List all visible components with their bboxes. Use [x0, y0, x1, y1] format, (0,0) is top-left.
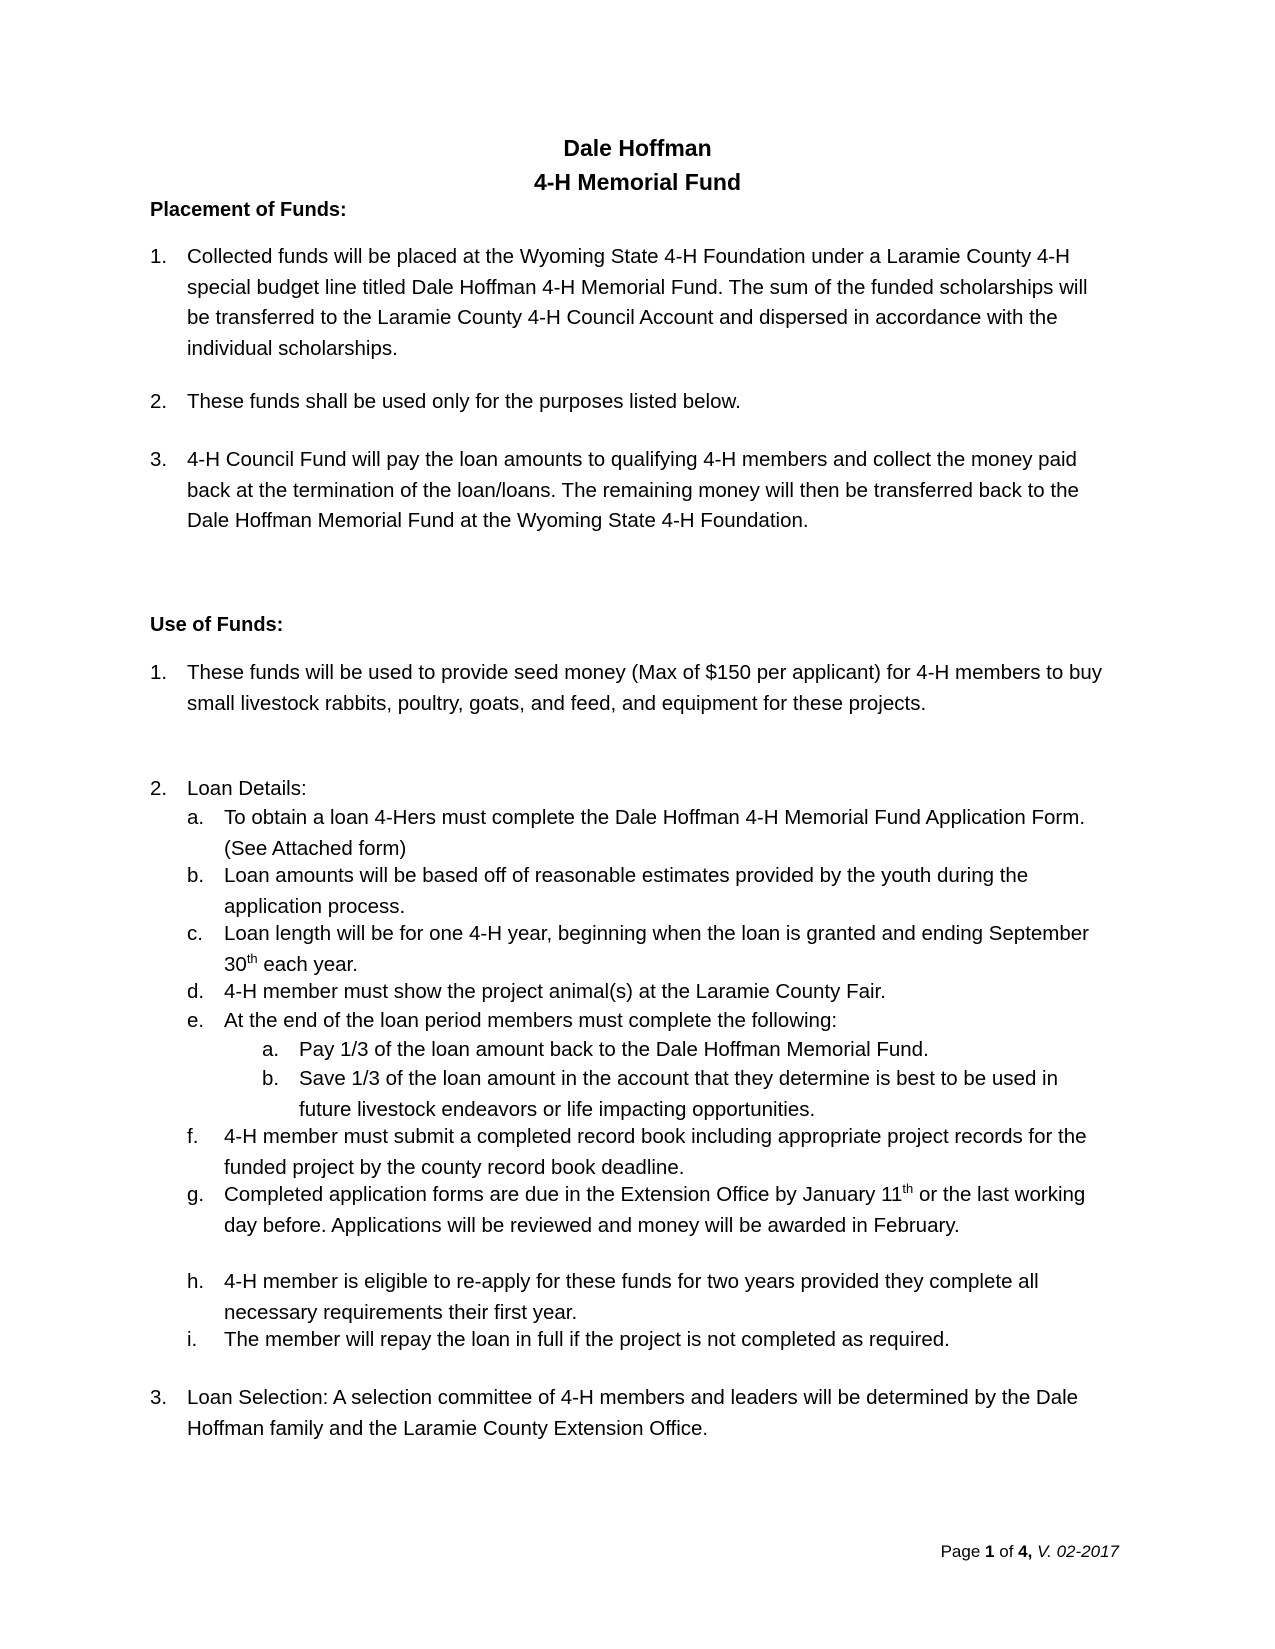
loan-detail-d	[187, 977, 1117, 1008]
placement-item-3	[150, 445, 1110, 537]
document-title-line1: Dale Hoffman	[563, 135, 712, 161]
list-number: 1.	[150, 245, 168, 268]
placement-item-2	[150, 387, 1110, 418]
list-letter: e.	[187, 1009, 205, 1032]
list-letter: a.	[262, 1038, 280, 1061]
list-number: 2.	[150, 390, 168, 413]
list-text: Save 1/3 of the loan amount in the account that they determine is best to be used in future livestock endeavors or life impacting opportunities.	[299, 1067, 1058, 1121]
loan-detail-h	[187, 1267, 1117, 1328]
list-number: 1.	[150, 661, 168, 684]
loan-detail-i	[187, 1325, 1117, 1356]
list-text: Loan Selection: A selection committee of 4-H members and leaders will be determined by the Dale Hoffman family and the Laramie County Extension Office.	[187, 1386, 1079, 1440]
text-part: each year.	[257, 952, 358, 976]
loan-detail-f	[187, 1122, 1117, 1183]
use-item-1	[150, 658, 1110, 719]
list-number: 2.	[150, 777, 168, 800]
footer-page-total: 4,	[1018, 1542, 1033, 1561]
list-text: These funds will be used to provide seed money (Max of $150 per applicant) for 4-H members to buy small livestock rabbits, poultry, goats, and feed, and equipment for these projects.	[187, 661, 1102, 715]
list-letter: h.	[187, 1270, 205, 1293]
loan-detail-e	[187, 1006, 1117, 1037]
use-heading: Use of Funds:	[150, 614, 284, 636]
list-letter: b.	[187, 864, 205, 887]
list-letter: b.	[262, 1067, 280, 1090]
list-letter: a.	[187, 806, 205, 829]
list-text: Loan amounts will be based off of reasonable estimates provided by the youth during the application process.	[224, 864, 1029, 918]
placement-heading: Placement of Funds:	[150, 199, 347, 221]
loan-detail-e-a	[262, 1035, 1112, 1066]
list-number: 3.	[150, 448, 168, 471]
text-part: Completed application forms are due in the Extension Office by January 11	[224, 1183, 903, 1206]
footer-page-number: 1	[985, 1542, 995, 1561]
document-title-line2: 4-H Memorial Fund	[533, 169, 741, 195]
loan-detail-g	[187, 1180, 1117, 1241]
loan-detail-a	[187, 803, 1117, 864]
list-letter: i.	[187, 1328, 198, 1351]
loan-detail-e-b	[262, 1064, 1112, 1125]
list-text	[224, 1180, 1117, 1241]
list-number: 3.	[150, 1386, 168, 1409]
list-letter: c.	[187, 922, 203, 945]
superscript: th	[246, 950, 258, 966]
list-text: Pay 1/3 of the loan amount back to the Dale Hoffman Memorial Fund.	[299, 1038, 929, 1061]
footer-version: V. 02-2017	[1037, 1542, 1119, 1561]
list-text: Collected funds will be placed at the Wyoming State 4-H Foundation under a Laramie County 4-H special budget line titled Dale Hoffman 4-H Memorial Fund. The sum of the funded scholarships will be transferred to the Laramie County 4-H Council Account and dispersed in accordance with the individual scholarships.	[187, 245, 1088, 360]
list-text: The member will repay the loan in full if the project is not completed as required.	[224, 1328, 950, 1351]
list-text	[224, 919, 1117, 980]
list-letter: g.	[187, 1183, 205, 1206]
footer-page-word: Page	[940, 1542, 981, 1561]
loan-detail-b	[187, 861, 1117, 922]
use-item-2	[150, 774, 1110, 805]
placement-item-1	[150, 242, 1110, 364]
list-text: 4-H member must show the project animal(s) at the Laramie County Fair.	[224, 980, 886, 1003]
list-text: These funds shall be used only for the purposes listed below.	[187, 390, 741, 413]
loan-detail-c	[187, 919, 1117, 980]
text-part: Loan length will be for one 4-H year, beginning when the loan is granted and ending September 30	[224, 922, 1090, 976]
list-text: At the end of the loan period members must complete the following:	[224, 1009, 838, 1032]
list-letter: f.	[187, 1125, 199, 1148]
use-item-3	[150, 1383, 1110, 1444]
list-text: 4-H member must submit a completed record book including appropriate project records for the funded project by the county record book deadline.	[224, 1125, 1087, 1179]
list-text: To obtain a loan 4-Hers must complete the Dale Hoffman 4-H Memorial Fund Application Form. (See Attached form)	[224, 806, 1086, 860]
page-footer	[941, 1541, 1119, 1563]
superscript: th	[902, 1181, 914, 1197]
list-text: 4-H Council Fund will pay the loan amounts to qualifying 4-H members and collect the money paid back at the termination of the loan/loans. The remaining money will then be transferred back to the Dale Hoffman Memorial Fund at the Wyoming State 4-H Foundation.	[187, 448, 1079, 532]
list-text: Loan Details:	[187, 777, 307, 800]
text-part: or the last working day before. Applications will be reviewed and money will be awarded in February.	[224, 1183, 1086, 1237]
footer-of-word: of	[999, 1542, 1014, 1561]
list-text: 4-H member is eligible to re-apply for these funds for two years provided they complete all necessary requirements their first year.	[224, 1270, 1039, 1324]
list-letter: d.	[187, 980, 205, 1003]
